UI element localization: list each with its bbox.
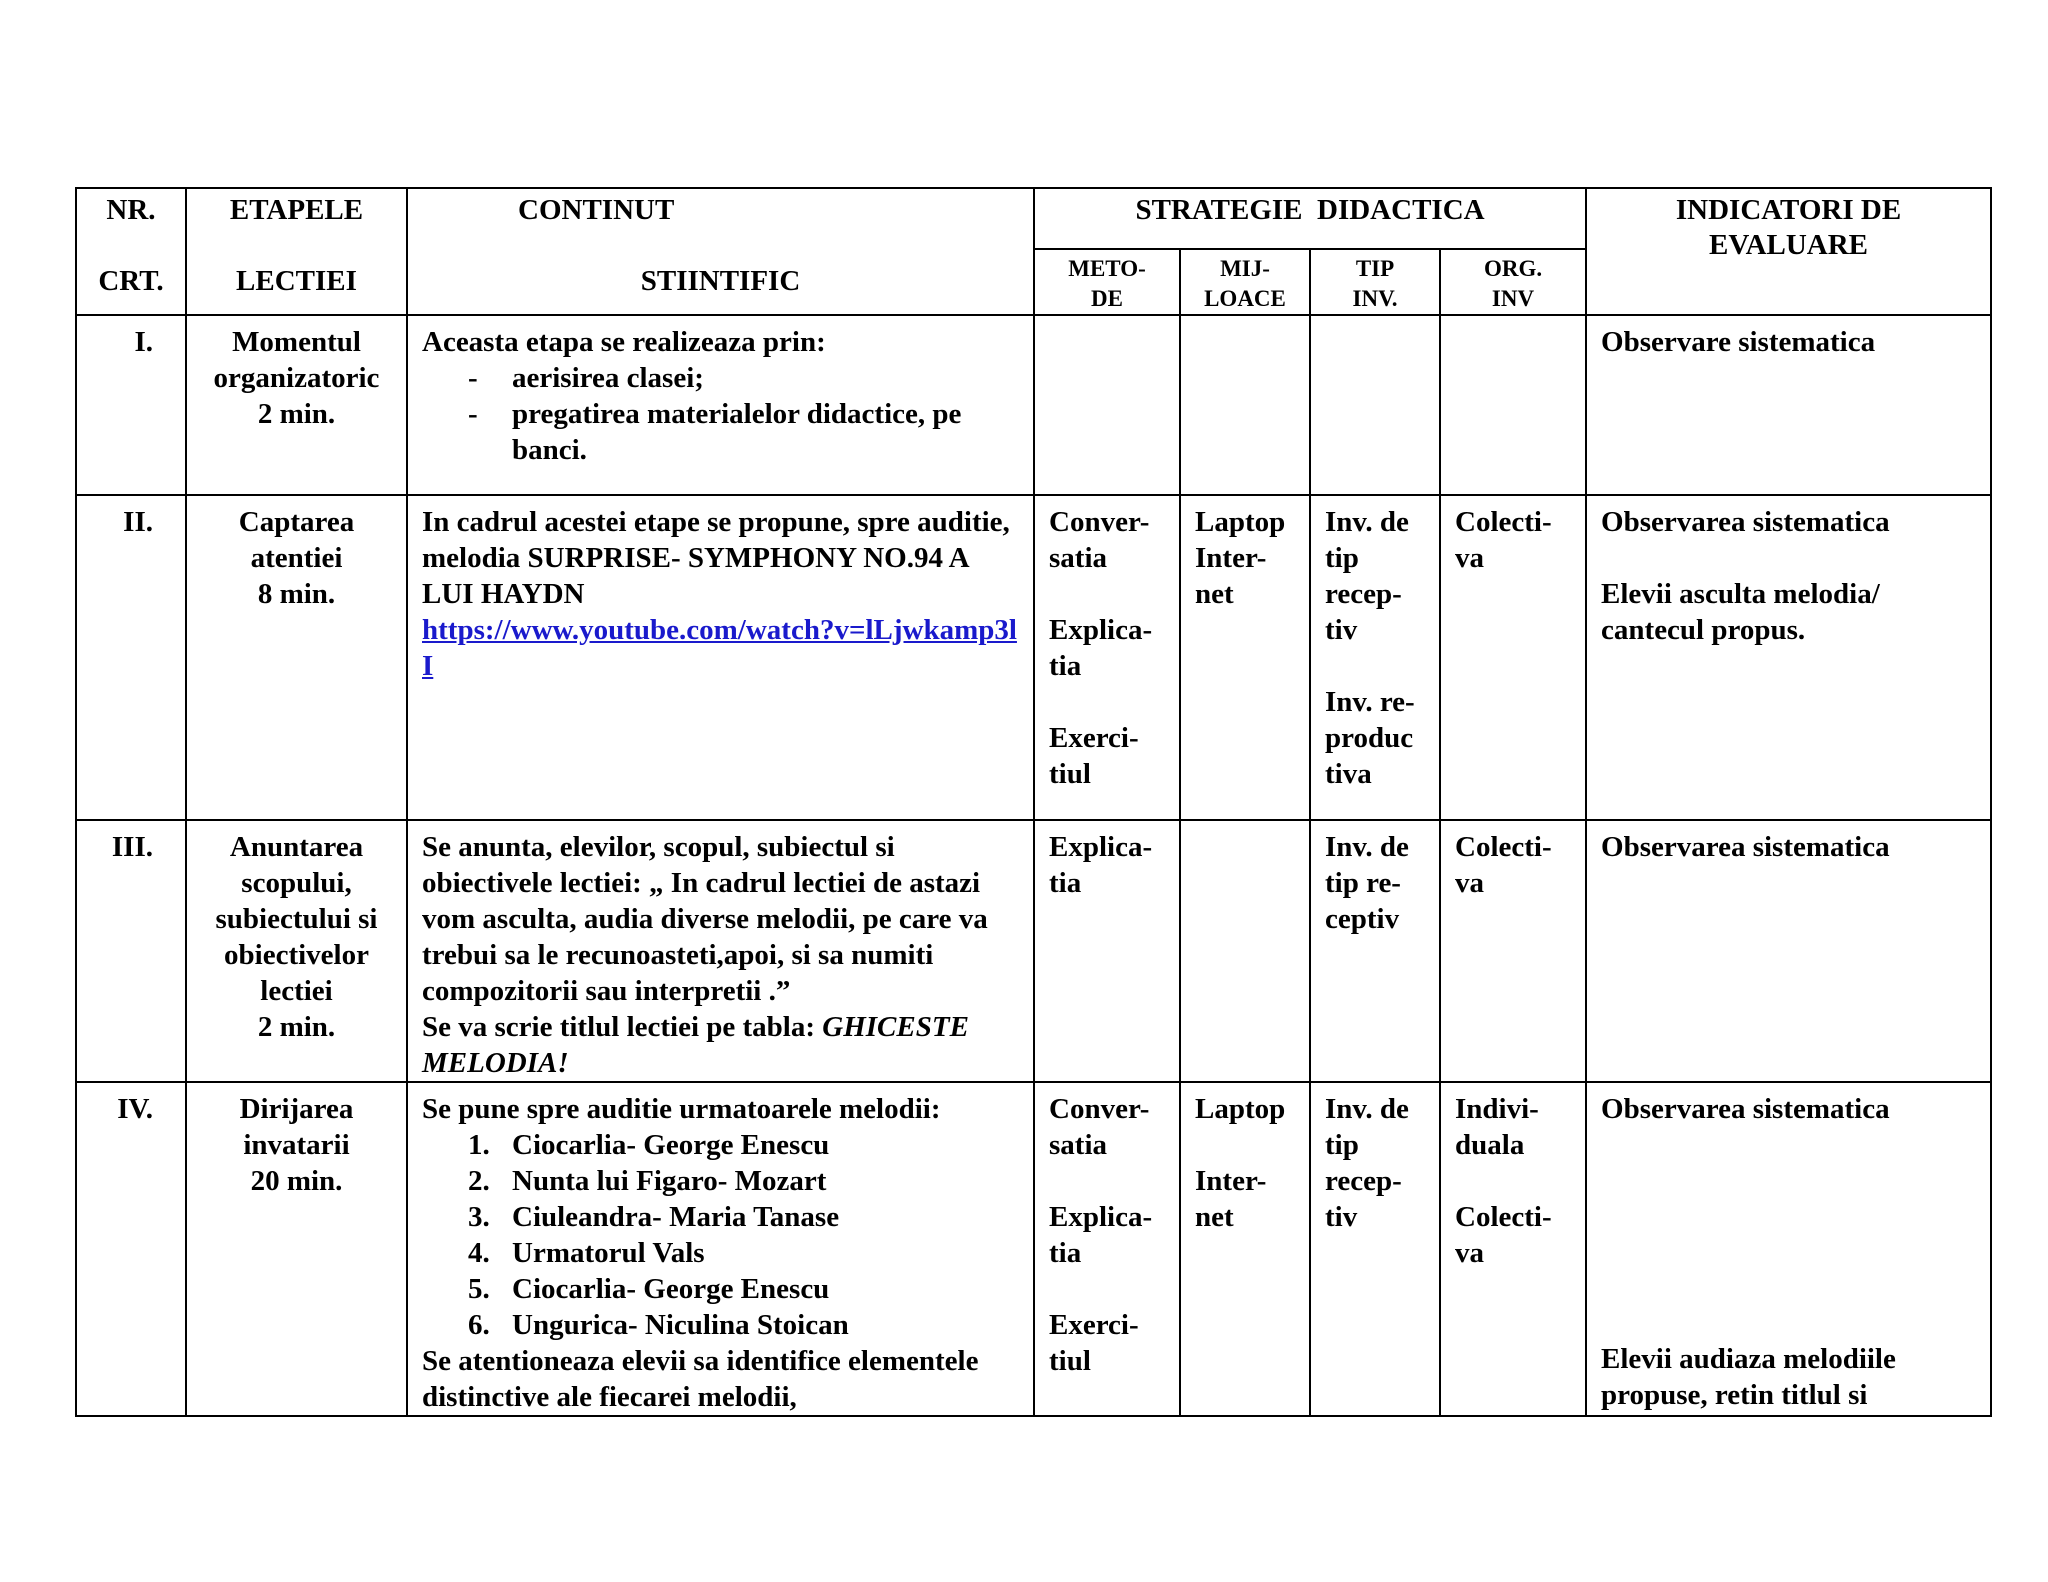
list-item-text: Urmatorul Vals [512,1237,705,1269]
row-tip [1310,820,1440,1082]
cell-line: net [1195,1201,1234,1233]
row-org [1440,315,1586,495]
cell-line: satia [1049,542,1107,574]
indicator-line: propuse, retin titlul si [1601,1379,1868,1411]
header-metode-line2: DE [1091,286,1123,311]
content-title-prefix: Se va scrie titlul lectiei pe tabla: [422,1011,823,1043]
header-indicatori-line1: INDICATORI DE [1675,194,1902,226]
header-org-line1: ORG. [1483,256,1543,281]
content-text: In cadrul acestei etape se propune, spre auditie, melodia SURPRISE- SYMPHONY NO.94 A LUI HAYDN [422,506,1010,610]
cell-line: cantecul propus. [1601,614,1806,646]
lesson-plan-table [75,187,1992,1417]
cell-line [1455,1163,1571,1199]
cell-line: va [1455,542,1484,574]
row-stage [186,1082,407,1416]
cell-line: tia [1049,1237,1082,1269]
content-text: Se anunta, elevilor, scopul, subiectul si obiectivele lectiei: „ In cadrul lectiei de astazi vom asculta, audia diverse melodii, pe care va trebui sa le recunoasteti,apoi, si sa numiti compozitorii sau interpretii .” [422,831,988,1007]
cell-line: Inv. de [1325,506,1409,538]
header-tip [1310,249,1440,315]
cell-line: recep- [1325,578,1402,610]
content-intro: Se pune spre auditie urmatoarele melodii: [422,1093,941,1125]
header-etapele-line1: ETAPELE [229,194,364,226]
header-strategie-label: STRATEGIE DIDACTICA [1135,194,1485,226]
header-etapele [186,188,407,315]
header-continut-line1: CONTINUT [518,194,675,226]
row-indicatori [1586,820,1991,1082]
row-metode [1034,315,1180,495]
cell-line: Explica- [1049,831,1153,863]
stage-line: Momentul [232,326,361,358]
table-row [76,820,1991,1082]
list-number: 2. [468,1165,490,1197]
cell-line: Colecti- [1455,506,1552,538]
stage-line: atentiei [250,542,343,574]
cell-line: invatarii [243,1129,350,1161]
list-item-text: aerisirea clasei; [512,362,704,394]
row-content [407,495,1034,820]
indicator-line: Elevii audiaza melodiile [1601,1343,1896,1375]
header-nr [76,188,186,315]
cell-line: Dirijarea [239,1093,354,1125]
row-org [1440,1082,1586,1416]
cell-line: ceptiv [1325,903,1400,935]
cell-line [1195,1127,1295,1163]
list-number: 1. [468,1129,490,1161]
header-org [1440,249,1586,315]
cell-line: tiva [1325,758,1372,790]
indicator-line: Observare sistematica [1601,326,1876,358]
cell-line: tip [1325,542,1359,574]
row-content [407,1082,1034,1416]
header-continut [407,188,1034,315]
cell-line: va [1455,867,1484,899]
cell-line: tiul [1049,758,1091,790]
content-intro: Aceasta etapa se realizeaza prin: [422,326,826,358]
cell-line: tiv [1325,1201,1358,1233]
cell-line: Inv. de [1325,1093,1409,1125]
cell-line: Observarea sistematica [1601,831,1890,863]
row-indicatori [1586,1082,1991,1416]
cell-line: satia [1049,1129,1107,1161]
list-item [422,1271,1019,1307]
cell-line: subiectului si [215,903,378,935]
cell-line [1601,540,1976,576]
row-org [1440,820,1586,1082]
list-item [422,1163,1019,1199]
table-row [76,315,1991,495]
row-mijloace [1180,315,1310,495]
cell-line: lectiei [260,975,333,1007]
table-row [76,495,1991,820]
cell-line: 20 min. [250,1165,343,1197]
cell-line: Explica- [1049,1201,1153,1233]
row-tip [1310,315,1440,495]
header-strategie [1034,188,1586,249]
row-content [407,820,1034,1082]
cell-line [1049,1163,1165,1199]
header-mijloace [1180,249,1310,315]
row-metode [1034,1082,1180,1416]
list-item: - pregatirea materialelor didactice, pe banci. [422,396,1019,468]
header-indicatori [1586,188,1991,315]
row-stage [186,315,407,495]
header-nr-line1: NR. [106,194,156,226]
row-nr: II. [76,495,186,820]
cell-line: Laptop [1195,1093,1286,1125]
stage-line: 2 min. [257,398,336,430]
cell-line [1325,648,1425,684]
cell-line: Conver- [1049,1093,1150,1125]
cell-line: Anuntarea [229,831,364,863]
cell-line: Conver- [1049,506,1150,538]
cell-line [1049,576,1165,612]
cell-line: Colecti- [1455,1201,1552,1233]
row-stage [186,495,407,820]
list-item [422,1127,1019,1163]
header-mijloace-line2: LOACE [1204,286,1286,311]
youtube-link[interactable]: https://www.youtube.com/watch?v=lLjwkamp3lI [422,614,1017,682]
row-metode [1034,495,1180,820]
table-row [76,1082,1991,1416]
stage-line: organizatoric [213,362,380,394]
stage-line: 8 min. [257,578,336,610]
cell-line [1049,1271,1165,1307]
header-mijloace-line1: MIJ- [1220,256,1270,281]
header-nr-line2: CRT. [98,265,164,297]
cell-line [1049,684,1165,720]
row-content [407,315,1034,495]
list-item [422,1235,1019,1271]
cell-line: tip re- [1325,867,1401,899]
cell-line: va [1455,1237,1484,1269]
content-outro: Se atentioneaza elevii sa identifice elementele distinctive ale fiecarei melodii, [422,1345,979,1413]
header-indicatori-line2: EVALUARE [1709,229,1869,261]
list-number: 3. [468,1201,490,1233]
row-indicatori [1586,315,1991,495]
list-item-text: Ungurica- Niculina Stoican [512,1309,849,1341]
row-nr: I. [76,315,186,495]
cell-line: tiv [1325,614,1358,646]
header-tip-line1: TIP [1355,256,1395,281]
indicator-line: Observarea sistematica [1601,1093,1890,1125]
header-continut-line2: STIINTIFIC [640,265,801,297]
list-item-text: pregatirea materialelor didactice, pe banci. [512,398,962,466]
cell-line: scopului, [241,867,352,899]
list-item-text: Ciocarlia- George Enescu [512,1129,830,1161]
cell-line: tia [1049,867,1082,899]
list-item-text: Ciuleandra- Maria Tanase [512,1201,840,1233]
row-org [1440,495,1586,820]
header-metode-line1: METO- [1068,256,1146,281]
list-item-text: Ciocarlia- George Enescu [512,1273,830,1305]
cell-line: tip [1325,1129,1359,1161]
row-mijloace [1180,495,1310,820]
cell-line: Exerci- [1049,1309,1139,1341]
cell-line: Inter- [1195,542,1267,574]
row-stage [186,820,407,1082]
cell-line: Inv. re- [1325,686,1415,718]
cell-line: Inter- [1195,1165,1267,1197]
cell-line: Exerci- [1049,722,1139,754]
indicator-bottom [1601,1341,1976,1413]
cell-line: 2 min. [257,1011,336,1043]
cell-line: produc [1325,722,1414,754]
row-nr: IV. [76,1082,186,1416]
list-item: - aerisirea clasei; [468,362,704,394]
cell-line: Laptop [1195,506,1286,538]
list-number: 4. [468,1237,490,1269]
numbered-list [422,1127,1019,1343]
cell-line: Colecti- [1455,831,1552,863]
row-mijloace [1180,820,1310,1082]
cell-line: tia [1049,650,1082,682]
cell-line: duala [1455,1129,1525,1161]
list-item [422,1199,1019,1235]
stage-line: Captarea [238,506,355,538]
cell-line: recep- [1325,1165,1402,1197]
cell-line: Indivi- [1455,1093,1539,1125]
row-metode [1034,820,1180,1082]
cell-line: net [1195,578,1234,610]
list-number: 5. [468,1273,490,1305]
row-nr: III. [76,820,186,1082]
lesson-title: GHICESTE MELODIA! [422,1011,969,1079]
cell-line: Explica- [1049,614,1153,646]
header-etapele-line2: LECTIEI [236,265,357,297]
row-tip [1310,1082,1440,1416]
list-number: 6. [468,1309,490,1341]
cell-line: Elevii asculta melodia/ [1601,578,1880,610]
row-mijloace [1180,1082,1310,1416]
list-item-text: Nunta lui Figaro- Mozart [512,1165,827,1197]
header-metode [1034,249,1180,315]
content-title-line [422,1009,1019,1081]
cell-line: tiul [1049,1345,1091,1377]
row-indicatori [1586,495,1991,820]
cell-line: Inv. de [1325,831,1409,863]
header-tip-line2: INV. [1352,286,1398,311]
list-item [422,1307,1019,1343]
header-org-line2: INV [1491,286,1535,311]
cell-line: obiectivelor [224,939,369,971]
cell-line: Observarea sistematica [1601,506,1890,538]
row-tip [1310,495,1440,820]
